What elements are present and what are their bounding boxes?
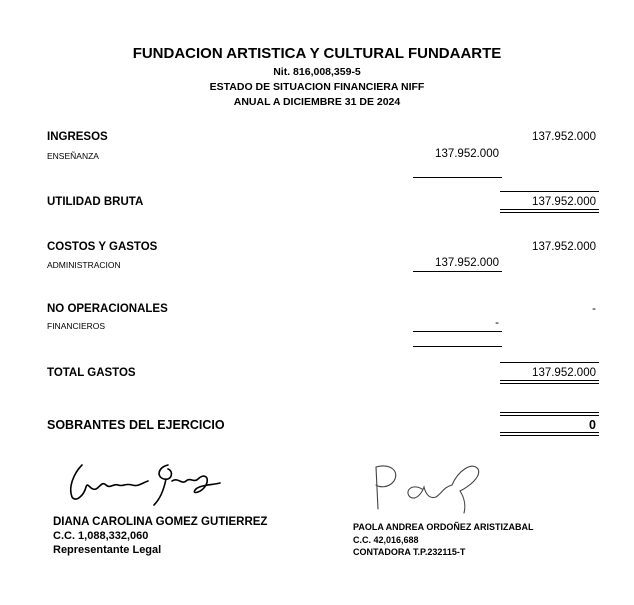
accountant-name: PAOLA ANDREA ORDOÑEZ ARISTIZABAL: [353, 522, 534, 532]
org-name: FUNDACION ARTISTICA Y CULTURAL FUNDAARTE: [132, 45, 502, 62]
ingresos-subtotal-line: [413, 177, 502, 178]
sobrantes-underline-2: [500, 435, 599, 436]
nit: Nit. 816,008,359-5: [273, 66, 361, 78]
utilidad-underline-1: [500, 209, 599, 210]
legal-rep-signature: [60, 455, 230, 510]
sobrantes-label: SOBRANTES DEL EJERCICIO: [47, 418, 225, 432]
administracion-value: 137.952.000: [435, 257, 499, 269]
administracion-label: ADMINISTRACION: [47, 260, 121, 270]
financieros-line-2: [413, 346, 502, 347]
legal-rep-name: DIANA CAROLINA GOMEZ GUTIERREZ: [53, 516, 268, 528]
no-operacionales-label: NO OPERACIONALES: [47, 303, 168, 315]
ingresos-label: INGRESOS: [47, 131, 108, 143]
total-gastos-label: TOTAL GASTOS: [47, 367, 136, 379]
total-gastos-top-line: [500, 362, 599, 363]
total-gastos-value: 137.952.000: [532, 367, 596, 379]
legal-rep-id: C.C. 1,088,332,060: [53, 530, 149, 542]
ensenanza-label: ENSEÑANZA: [47, 151, 99, 161]
sobrantes-value: 0: [589, 418, 596, 432]
sobrantes-top-line-2: [500, 415, 599, 416]
total-gastos-underline-1: [500, 380, 599, 381]
ensenanza-value: 137.952.000: [435, 148, 499, 160]
accountant-role: CONTADORA T.P.232115-T: [353, 547, 466, 557]
total-gastos-underline-2: [500, 383, 599, 384]
ingresos-total: 137.952.000: [532, 131, 596, 143]
financieros-value: -: [495, 317, 499, 329]
financieros-label: FINANCIEROS: [47, 321, 106, 331]
sobrantes-top-line-1: [500, 412, 599, 413]
utilidad-bruta-total: 137.952.000: [532, 196, 596, 208]
statement-title: ESTADO DE SITUACION FINANCIERA NIFF: [209, 81, 425, 93]
costos-subtotal-line: [413, 271, 502, 272]
costos-gastos-total: 137.952.000: [532, 241, 596, 253]
accountant-id: C.C. 42,016,688: [353, 535, 419, 545]
financieros-line-1: [413, 331, 502, 332]
utilidad-bruta-label: UTILIDAD BRUTA: [47, 196, 144, 208]
legal-rep-role: Representante Legal: [53, 544, 162, 556]
costos-gastos-label: COSTOS Y GASTOS: [47, 241, 158, 253]
accountant-signature: [360, 457, 500, 517]
utilidad-underline-2: [500, 212, 599, 213]
sobrantes-underline-1: [500, 432, 599, 433]
statement-period: ANUAL A DICIEMBRE 31 DE 2024: [233, 96, 401, 108]
no-operacionales-total: -: [592, 303, 596, 315]
utilidad-top-line: [500, 191, 599, 192]
